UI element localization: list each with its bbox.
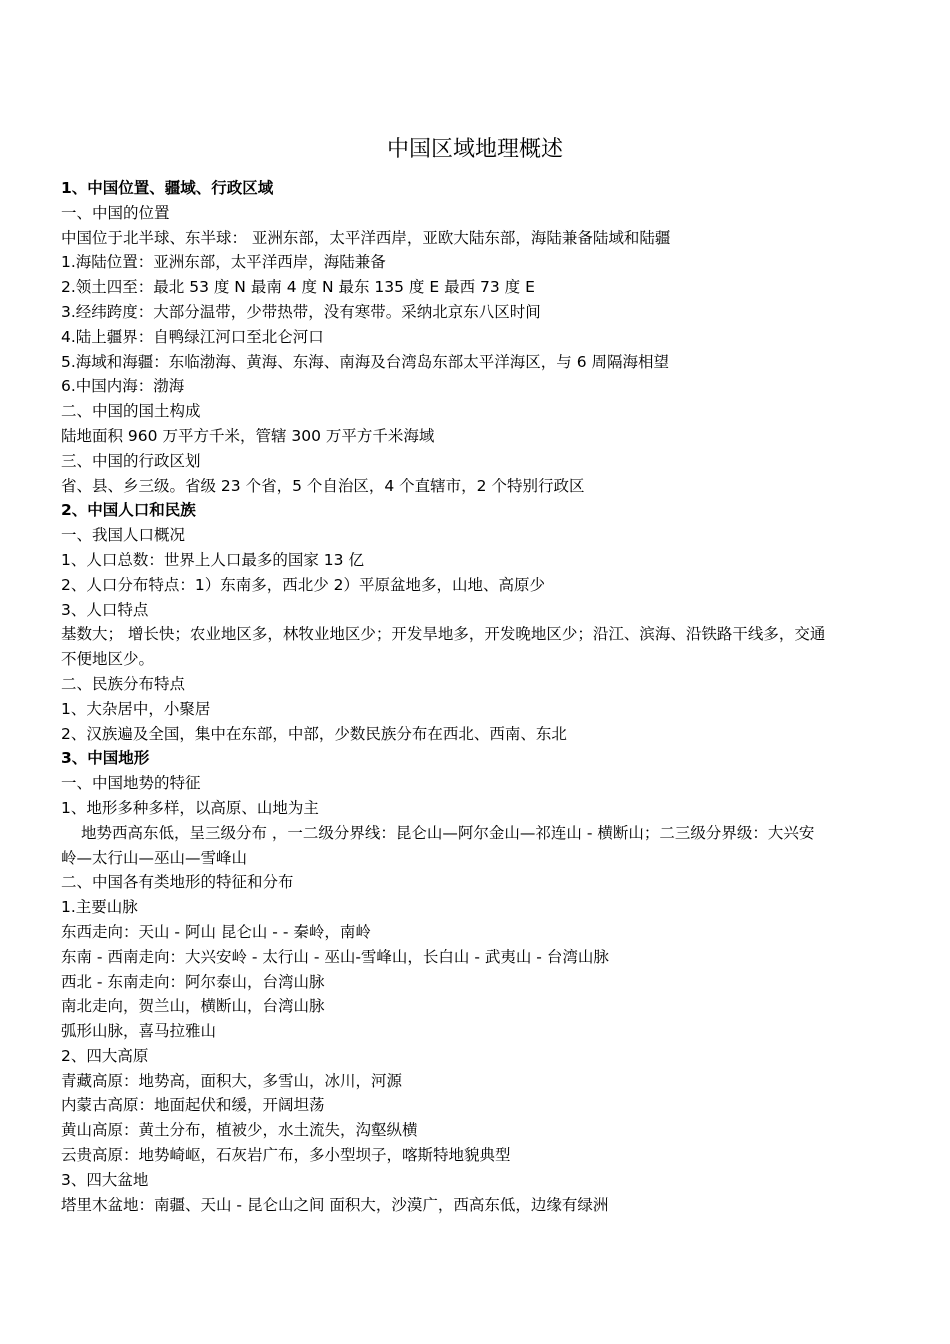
text-line: 3、四大盆地 bbox=[61, 1170, 149, 1189]
text-line: 内蒙古高原：地面起伏和缓，开阔坦荡 bbox=[61, 1096, 325, 1115]
text-line: 二、民族分布特点 bbox=[61, 674, 186, 693]
text-line: 2.领土四至：最北 53 度 N 最南 4 度 N 最东 135 度 E 最西 73 度 E bbox=[61, 278, 535, 297]
text-line: 陆地面积 960 万平方千米，管辖 300 万平方千米海域 bbox=[61, 426, 435, 445]
text-line: 1、地形多种多样，以高原、山地为主 bbox=[61, 798, 319, 817]
text-line: 三、中国的行政区划 bbox=[61, 451, 201, 470]
text-line: 2、四大高原 bbox=[61, 1046, 149, 1065]
text-line: 一、中国的位置 bbox=[61, 203, 170, 222]
text-line: 一、中国地势的特征 bbox=[61, 774, 201, 793]
text-line: 西北 - 东南走向：阿尔泰山，台湾山脉 bbox=[61, 972, 325, 991]
text-line: 青藏高原：地势高，面积大，多雪山，冰川，河源 bbox=[61, 1071, 403, 1090]
section-heading: 1、中国位置、疆域、行政区域 bbox=[61, 179, 274, 197]
text-line: 6.中国内海：渤海 bbox=[61, 377, 185, 396]
document-body bbox=[61, 176, 901, 1217]
text-line: 1.主要山脉 bbox=[61, 898, 138, 917]
text-line: 东西走向：天山 - 阿山 昆仑山 - - 秦岭，南岭 bbox=[61, 922, 371, 941]
section-heading: 3、中国地形 bbox=[61, 749, 150, 768]
section-heading: 2、中国人口和民族 bbox=[61, 501, 196, 520]
text-line: 二、中国各有类地形的特征和分布 bbox=[61, 873, 294, 892]
text-line: 2、人口分布特点：1）东南多，西北少 2）平原盆地多，山地、高原少 bbox=[61, 575, 546, 594]
text-line: 地势西高东低，呈三级分布 ，一二级分界线：昆仑山—阿尔金山—祁连山 - 横断山；二三级分界级：大兴安 bbox=[81, 823, 815, 842]
text-line: 东南 - 西南走向：大兴安岭 - 太行山 - 巫山-雪峰山，长白山 - 武夷山 - 台湾山脉 bbox=[61, 947, 609, 966]
text-line: 中国位于北半球、东半球： 亚洲东部，太平洋西岸，亚欧大陆东部，海陆兼备陆域和陆疆 bbox=[61, 228, 671, 247]
text-line: 黄山高原：黄土分布，植被少，水土流失，沟壑纵横 bbox=[61, 1121, 418, 1140]
text-line: 4.陆上疆界：自鸭绿江河口至北仑河口 bbox=[61, 327, 324, 346]
document-title: 中国区域地理概述 bbox=[386, 137, 563, 162]
text-line: 南北走向，贺兰山，横断山，台湾山脉 bbox=[61, 997, 325, 1016]
text-line: 二、中国的国土构成 bbox=[61, 402, 201, 421]
text-line: 3、人口特点 bbox=[61, 600, 149, 619]
text-line: 岭—太行山—巫山—雪峰山 bbox=[61, 848, 248, 867]
text-line: 不便地区少。 bbox=[61, 650, 155, 669]
text-line: 省、县、乡三级。省级 23 个省，5 个自治区，4 个直辖市，2 个特别行政区 bbox=[61, 476, 585, 495]
text-line: 云贵高原：地势崎岖，石灰岩广布，多小型坝子，喀斯特地貌典型 bbox=[61, 1146, 511, 1165]
text-line: 一、我国人口概况 bbox=[61, 526, 186, 545]
text-line: 塔里木盆地：南疆、天山 - 昆仑山之间 面积大，沙漠广，西高东低，边缘有绿洲 bbox=[61, 1195, 609, 1214]
text-line: 1.海陆位置：亚洲东部，太平洋西岸，海陆兼备 bbox=[61, 253, 386, 272]
text-line: 基数大； 增长快；农业地区多，林牧业地区少；开发旱地多，开发晚地区少；沿江、滨海、沿铁路干线多，交通 bbox=[61, 625, 826, 644]
text-line: 5.海域和海疆：东临渤海、黄海、东海、南海及台湾岛东部太平洋海区，与 6 周隔海相望 bbox=[61, 352, 670, 371]
text-line: 1、人口总数：世界上人口最多的国家 13 亿 bbox=[61, 550, 364, 569]
text-line: 2、汉族遍及全国，集中在东部，中部，少数民族分布在西北、西南、东北 bbox=[61, 724, 567, 743]
text-line: 1、大杂居中，小聚居 bbox=[61, 699, 211, 718]
text-line: 弧形山脉，喜马拉雅山 bbox=[61, 1022, 217, 1041]
text-line: 3.经纬跨度：大部分温带，少带热带，没有寒带。采纳北京东八区时间 bbox=[61, 302, 541, 321]
